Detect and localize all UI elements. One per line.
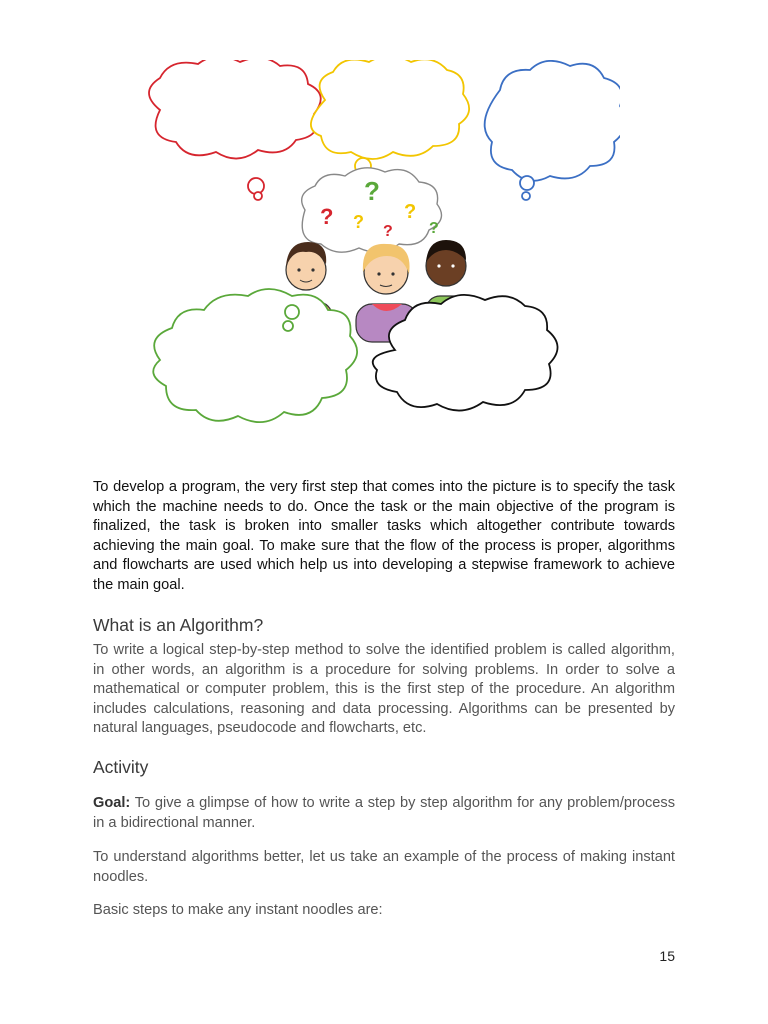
question-mark-icon: ?	[404, 201, 417, 223]
understand-paragraph: To understand algorithms better, let us take an example of the process of making instant noodles.	[93, 849, 675, 885]
algorithm-paragraph: To write a logical step-by-step method to solve the identified problem is called algorithm, in other words, an algorithm is a procedure for solving problems. In order to solve a mathematical or computer problem, this is the first step of the procedure. An algorithm includes calculations, reasoning and data processing. Algorithms can be presented by natural languages, pseudocode and flowcharts, etc.	[93, 642, 675, 737]
question-thought-bubble	[302, 168, 442, 252]
page-number: 15	[659, 948, 675, 964]
yellow-thought-bubble	[311, 60, 469, 182]
red-thought-bubble	[149, 60, 321, 200]
question-mark-icon: ?	[364, 176, 380, 206]
question-mark-icon: ?	[320, 204, 334, 229]
green-thought-bubble	[153, 289, 357, 422]
intro-paragraph: To develop a program, the very first step that comes into the picture is to specify the task which the machine needs to do. Once the task or the main objective of the program is finalized, the task is broken into smaller tasks which altogether contribute towards achieving the main goal. To make sure that the flow of the process is proper, algorithms and flowcharts are used which help us into developing a stepwise framework to achieve the main goal.	[93, 479, 675, 593]
activity-heading: Activity	[93, 757, 149, 777]
children-thinking-illustration	[130, 60, 620, 460]
question-mark-icon: ?	[383, 223, 393, 240]
question-mark-icon: ?	[353, 212, 364, 232]
blue-thought-bubble	[485, 61, 620, 200]
basic-steps-paragraph: Basic steps to make any instant noodles are:	[93, 902, 383, 918]
goal-paragraph	[93, 794, 675, 833]
algorithm-heading: What is an Algorithm?	[93, 615, 264, 635]
goal-text: To give a glimpse of how to write a step by step algorithm for any problem/process in a bidirectional manner.	[93, 795, 675, 831]
goal-label: Goal:	[93, 795, 131, 811]
question-mark-icon: ?	[429, 220, 439, 237]
